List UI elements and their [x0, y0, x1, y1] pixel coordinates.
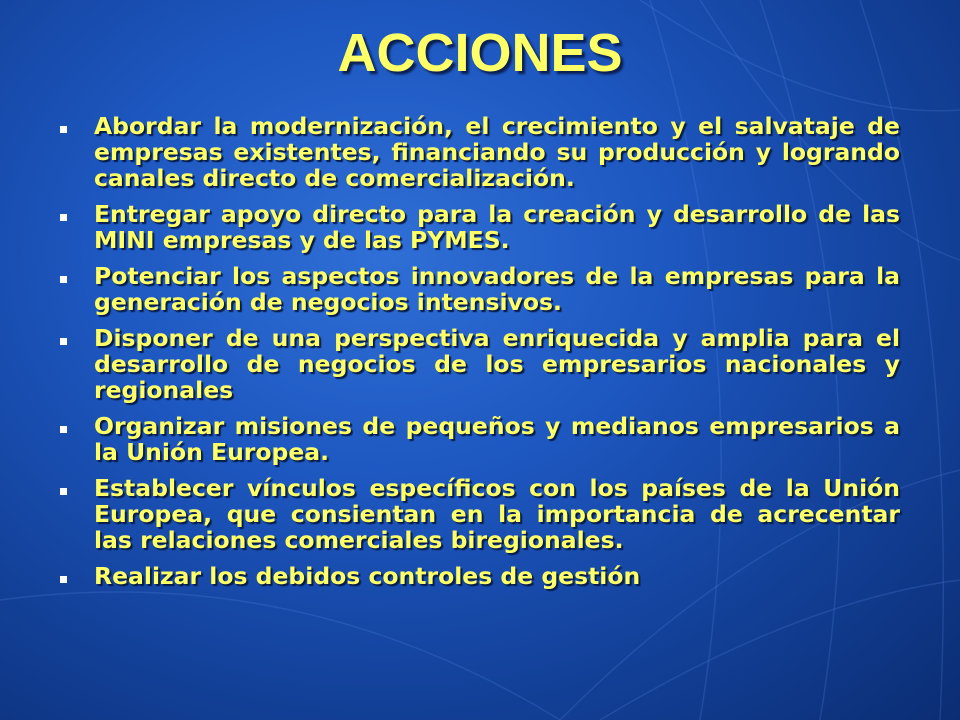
bullet-text: Disponer de una perspectiva enriquecida y amplia para el desarrollo de negocios de los empresarios nacionales y regionales: [94, 324, 900, 404]
bullet-item: [58, 201, 900, 253]
bullet-text: Entregar apoyo directo para la creación y desarrollo de las MINI empresas y de las PYMES.: [94, 200, 900, 254]
square-bullet-icon: [60, 276, 67, 283]
bullet-text: Organizar misiones de pequeños y medianos empresarios a la Unión Europea.: [94, 412, 900, 466]
bullet-item: [58, 325, 900, 403]
square-bullet-icon: [60, 488, 67, 495]
bullet-item: [58, 113, 900, 191]
bullet-list: [58, 113, 900, 599]
square-bullet-icon: [60, 576, 67, 583]
bullet-text: Establecer vínculos específicos con los países de la Unión Europea, que consientan en la importancia de acrecentar las relaciones comerciales biregionales.: [94, 474, 900, 554]
bullet-text: Abordar la modernización, el crecimiento y el salvataje de empresas existentes, financiando su producción y logrando canales directo de comercialización.: [94, 112, 900, 192]
bullet-item: [58, 563, 900, 589]
bullet-item: [58, 475, 900, 553]
bullet-text: Realizar los debidos controles de gestión: [94, 562, 641, 590]
bullet-text: Potenciar los aspectos innovadores de la empresas para la generación de negocios intensivos.: [94, 262, 900, 316]
slide-title: ACCIONES: [337, 23, 623, 83]
square-bullet-icon: [60, 214, 67, 221]
square-bullet-icon: [60, 426, 67, 433]
bullet-item: [58, 413, 900, 465]
square-bullet-icon: [60, 126, 67, 133]
square-bullet-icon: [60, 338, 67, 345]
bullet-item: [58, 263, 900, 315]
